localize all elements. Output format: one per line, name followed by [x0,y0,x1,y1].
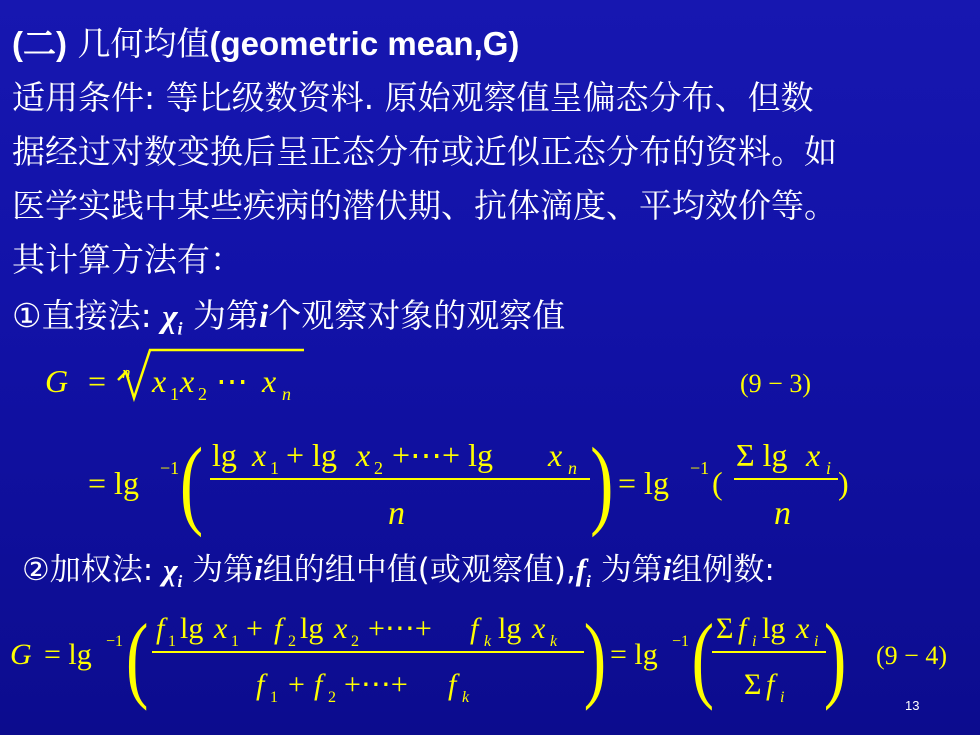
method2-line [22,550,972,602]
svg-text:n: n [774,495,791,532]
svg-text:1: 1 [168,633,176,650]
method2-desc-d: 组例数: [671,552,775,588]
svg-text:2: 2 [328,689,336,706]
eq2-number: (9 − 4) [876,641,947,670]
svg-text:f: f [314,668,323,701]
method2-desc-i2: i [662,552,672,587]
method2-desc-i: i [254,552,263,587]
svg-text:): ) [838,465,849,501]
method2-desc-a: 为第 [182,552,255,588]
svg-text:−1: −1 [106,633,124,650]
svg-text:x: x [356,437,371,473]
heading-prefix: (二) [12,25,67,62]
svg-text:G: G [45,363,69,399]
svg-text:+: + [246,612,263,645]
svg-text:+ lg: + lg [286,437,337,473]
method2-label: ②加权法: [22,552,154,588]
method2-var: $\chi_i$ [163,552,183,592]
svg-text:x: x [532,612,546,645]
svg-text:(: ( [691,604,714,711]
svg-text:+: + [288,668,305,701]
svg-text:−1: −1 [160,458,180,478]
method2-f-var: $f_i$ [575,552,591,592]
svg-text:lg: lg [300,612,324,645]
method1-desc-a: 为第 [182,296,260,335]
svg-text:): ) [590,426,614,539]
method2-desc-c: 为第 [590,552,663,588]
svg-text:= lg: = lg [88,465,139,501]
svg-text:(: ( [712,465,723,501]
svg-text:i: i [826,458,832,478]
heading-title-en: (geometric mean,G) [209,25,520,62]
svg-text:=: = [88,363,107,399]
svg-text:x: x [548,437,563,473]
svg-text:x: x [214,612,228,645]
svg-text:1: 1 [231,633,239,650]
method1-desc-i: i [259,299,269,335]
svg-text:1: 1 [170,384,179,404]
svg-text:Σ: Σ [744,668,762,701]
svg-text:(: ( [126,604,149,711]
svg-text:n: n [282,384,291,404]
svg-text:x: x [334,612,348,645]
page-number: 13 [905,698,920,713]
svg-text:f: f [738,612,747,645]
svg-text:f: f [448,668,457,701]
svg-text:n: n [568,458,577,478]
svg-text:2: 2 [351,633,359,650]
svg-text:f: f [274,612,283,645]
svg-text:x: x [796,612,810,645]
paragraph-line-4: 其计算方法有： [12,240,243,279]
svg-text:n: n [388,495,405,532]
svg-text:k: k [550,633,558,650]
svg-text:G: G [10,638,32,671]
svg-text:f: f [470,612,479,645]
svg-text:lg: lg [762,612,786,645]
paragraph-line-3: 医学实践中某些疾病的潜伏期、抗体滴度、平均效价等。 [12,186,837,225]
svg-text:): ) [823,604,847,711]
method1-var: $\chi_i$ [162,299,183,339]
svg-text:(: ( [179,426,204,539]
svg-text:f: f [256,668,265,701]
svg-text:k: k [462,689,470,706]
svg-text:= lg: = lg [618,465,669,501]
svg-text:f: f [156,612,165,645]
method2-desc-b: 组的组中值(或观察值), [262,552,576,588]
svg-text:2: 2 [374,458,383,478]
svg-text:2: 2 [288,633,296,650]
svg-text:x: x [180,363,195,399]
svg-text:x: x [806,437,821,473]
svg-text:−1: −1 [672,633,690,650]
paragraph-line-2: 据经过对数变换后呈正态分布或近似正态分布的资料。如 [12,132,837,171]
heading-title-cn: 几何均值 [77,24,210,63]
svg-text:x: x [252,437,267,473]
svg-text:): ) [583,604,607,711]
method1-desc-b: 个观察对象的观察值 [268,296,566,335]
svg-text:Σ: Σ [716,612,734,645]
svg-text:i: i [814,633,819,650]
svg-text:f: f [766,668,775,701]
svg-text:+⋯+: +⋯+ [368,612,432,645]
svg-text:x: x [262,363,277,399]
svg-text:i: i [752,633,757,650]
svg-text:2: 2 [198,384,207,404]
svg-text:+⋯+ lg: +⋯+ lg [392,437,493,473]
svg-text:k: k [484,633,492,650]
svg-text:+⋯+: +⋯+ [344,668,408,701]
svg-text:i: i [780,689,785,706]
svg-text:1: 1 [270,458,279,478]
svg-text:⋯: ⋯ [216,363,248,399]
svg-text:= lg: = lg [610,638,658,671]
svg-text:Σ lg: Σ lg [736,437,788,473]
svg-text:lg: lg [212,437,237,473]
svg-text:n: n [122,363,131,382]
paragraph-line-1: 适用条件: 等比级数资料. 原始观察值呈偏态分布、但数 [12,78,814,117]
method1-label: ①直接法: [12,296,152,335]
svg-text:1: 1 [270,689,278,706]
svg-text:−1: −1 [690,458,710,478]
svg-text:x: x [152,363,167,399]
eq1-number: (9 − 3) [740,369,811,398]
svg-text:= lg: = lg [44,638,92,671]
svg-text:lg: lg [180,612,204,645]
svg-text:lg: lg [498,612,522,645]
